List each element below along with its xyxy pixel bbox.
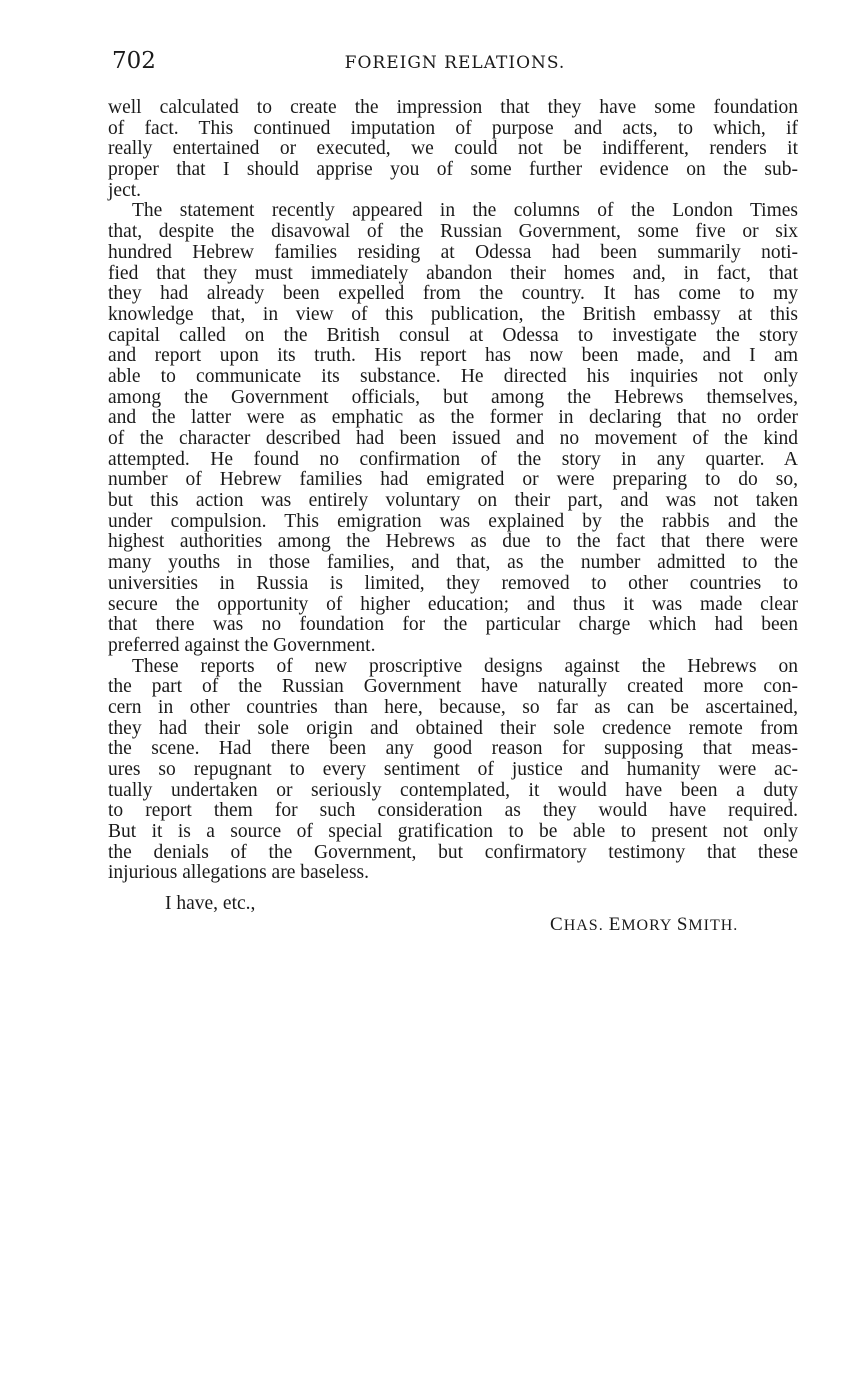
- text-line: among the Government officials, but among the Hebrews themselves,: [108, 386, 798, 408]
- text-line: capital called on the British consul at Odessa to investigate the story: [108, 324, 798, 346]
- text-line: preferred against the Government.: [108, 634, 376, 656]
- text-line: But it is a source of special gratification to be able to present not only: [108, 821, 798, 843]
- text-line: cern in other countries than here, because, so far as can be ascertained,: [108, 696, 798, 718]
- text-line: they had already been expelled from the country. It has come to my: [108, 283, 798, 305]
- text-line: to report them for such consideration as they would have required.: [108, 800, 798, 822]
- text-line: the denials of the Government, but confirmatory testimony that these: [108, 841, 798, 863]
- text-line: injurious allegations are baseless.: [108, 862, 370, 884]
- text-line: under compulsion. This emigration was explained by the rabbis and the: [108, 510, 798, 532]
- text-line: they had their sole origin and obtained their sole credence remote from: [108, 717, 798, 739]
- text-line: highest authorities among the Hebrews as due to the fact that there were: [108, 531, 798, 553]
- text-line: of the character described had been issued and no movement of the kind: [108, 428, 798, 449]
- text-line: hundred Hebrew families residing at Odessa had been summarily noti-: [108, 241, 798, 263]
- text-line: and the latter were as emphatic as the former in declaring that no order: [108, 407, 798, 429]
- text-line: knowledge that, in view of this publication, the British embassy at this: [108, 303, 798, 325]
- signature-initial: S: [676, 914, 689, 935]
- signature-part: MORY: [621, 917, 672, 934]
- text-line: and report upon its truth. His report has now been made, and I am: [108, 345, 798, 367]
- signature-initial: E: [608, 914, 622, 935]
- text-line: able to communicate its substance. He directed his inquiries not only: [108, 365, 798, 387]
- page-number: 702: [112, 48, 156, 74]
- text-line: the scene. Had there been any good reason for supposing that meas-: [108, 738, 798, 760]
- closing-salutation: I have, etc.,: [165, 893, 256, 914]
- text-line: secure the opportunity of higher education; and thus it was made clear: [108, 593, 798, 615]
- text-line: that, despite the disavowal of the Russian Government, some five or six: [108, 221, 798, 243]
- signature-part: MITH.: [688, 917, 739, 934]
- signature: [550, 914, 738, 937]
- signature-initial: C: [550, 914, 564, 935]
- text-line: well calculated to create the impression that they have some foundation: [108, 97, 798, 118]
- text-line: many youths in those families, and that, as the number admitted to the: [108, 552, 798, 574]
- text-line: ures so repugnant to every sentiment of justice and humanity were ac-: [108, 759, 798, 780]
- running-title: FOREIGN RELATIONS.: [344, 53, 566, 73]
- text-line: that there was no foundation for the particular charge which had been: [108, 614, 798, 636]
- text-line: the part of the Russian Government have naturally created more con-: [108, 676, 798, 698]
- text-line: fied that they must immediately abandon their homes and, in fact, that: [108, 262, 798, 284]
- text-line: These reports of new proscriptive designs against the Hebrews on: [132, 655, 798, 677]
- text-line: number of Hebrew families had emigrated or were preparing to do so,: [108, 469, 798, 491]
- text-line: but this action was entirely voluntary on their part, and was not taken: [108, 490, 798, 512]
- text-line: proper that I should apprise you of some further evidence on the sub-: [108, 159, 798, 181]
- page-header: [112, 44, 798, 78]
- signature-part: HAS.: [563, 917, 604, 934]
- text-line: The statement recently appeared in the columns of the London Times: [132, 200, 798, 222]
- letter-body: [108, 98, 798, 884]
- text-line: really entertained or executed, we could not be indifferent, renders it: [108, 138, 798, 160]
- text-line: tually undertaken or seriously contemplated, it would have been a duty: [108, 779, 798, 801]
- text-line: ject.: [108, 179, 142, 201]
- text-line: universities in Russia is limited, they removed to other countries to: [108, 572, 798, 594]
- text-line: of fact. This continued imputation of purpose and acts, to which, if: [108, 117, 798, 139]
- text-line: attempted. He found no confirmation of the story in any quarter. A: [108, 448, 798, 470]
